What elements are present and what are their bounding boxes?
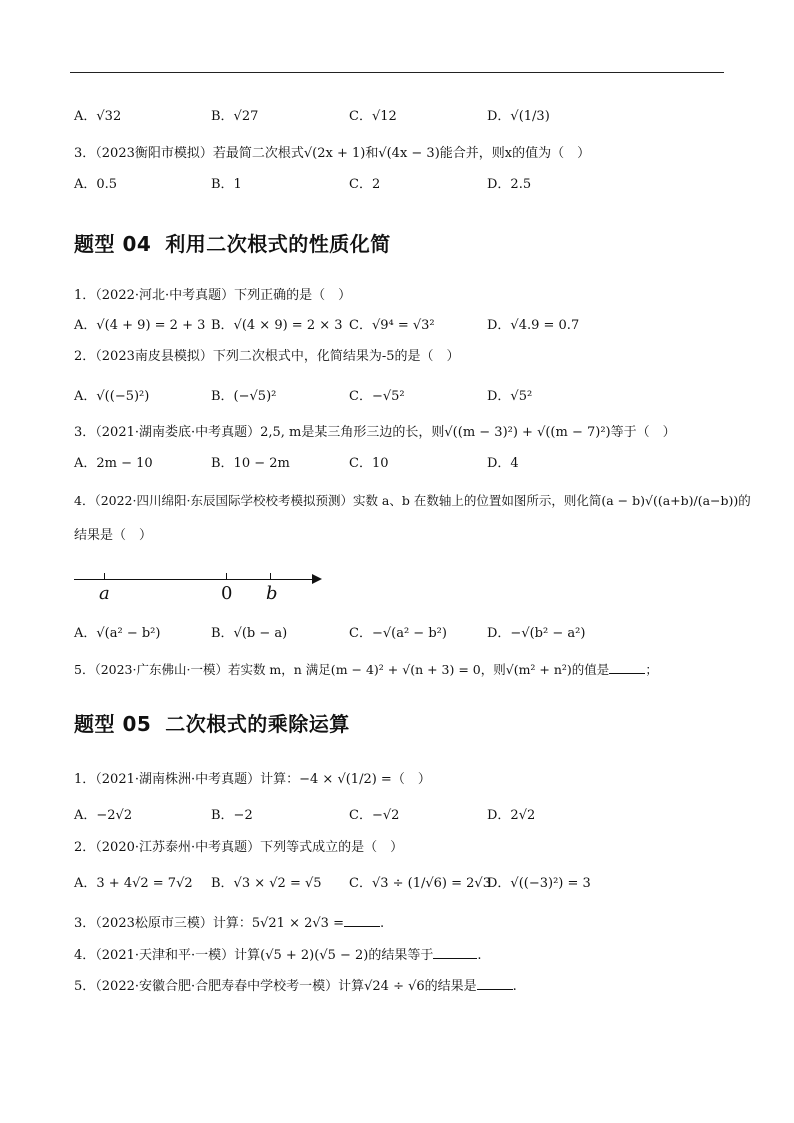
question-4-text: 4．（2021·天津和平·一模）计算(√5 + 2)(√5 − 2)的结果等于 xyxy=(74,948,434,963)
question-2: 2．（2023南皮县模拟）下列二次根式中，化简结果为-5的是（ ） xyxy=(74,349,460,364)
answer-blank[interactable] xyxy=(609,661,645,674)
option-a: A．√((−5)²) xyxy=(74,389,150,404)
option-d: D．−√(b² − a²) xyxy=(487,626,586,641)
option-b: B．−2 xyxy=(211,808,253,823)
question-5-text: 5．（2022·安徽合肥·合肥寿春中学校考一模）计算√24 ÷ √6的结果是 xyxy=(74,979,477,994)
section-heading-05 xyxy=(74,708,350,737)
option-d: D．2√2 xyxy=(487,808,536,823)
tick-b xyxy=(270,573,271,580)
option-d: D．√4.9 = 0.7 xyxy=(487,318,580,333)
question-4 xyxy=(74,946,482,966)
option-c: C．2 xyxy=(349,177,381,192)
option-d: D．4 xyxy=(487,456,519,471)
answer-blank[interactable] xyxy=(477,977,513,990)
question-3 xyxy=(74,914,384,934)
question-2: 2．（2020·江苏泰州·中考真题）下列等式成立的是（ ） xyxy=(74,840,404,855)
number-line-axis xyxy=(74,579,314,580)
question-5-tail: . xyxy=(512,979,517,994)
question-3-tail: . xyxy=(379,916,385,931)
option-c: C．−√5² xyxy=(349,389,405,404)
option-a: A．√(a² − b²) xyxy=(74,626,161,641)
option-c: C．√9⁴ = √3² xyxy=(349,318,435,333)
label-b: b xyxy=(266,583,278,604)
tick-zero xyxy=(226,573,227,580)
section-heading-04 xyxy=(74,228,391,257)
option-b: B．√(b − a) xyxy=(211,626,288,641)
answer-blank[interactable] xyxy=(433,946,477,959)
label-a: a xyxy=(99,583,110,604)
question-1: 1．（2021·湖南株洲·中考真题）计算：−4 × √(1/2) =（ ） xyxy=(74,772,431,787)
question-4: 4．（2022·四川绵阳·东辰国际学校校考模拟预测）实数 a、b 在数轴上的位置如图所示，则化简(a − b)√((a+b)/(a−b))的 xyxy=(74,493,751,508)
option-d: D．2.5 xyxy=(487,177,532,192)
option-a: A．3 + 4√2 = 7√2 xyxy=(74,876,193,891)
option-c: C．−√(a² − b²) xyxy=(349,626,447,641)
option-a: A．0.5 xyxy=(74,177,118,192)
option-b: B．√3 × √2 = √5 xyxy=(211,876,322,891)
option-a: A．2m − 10 xyxy=(74,456,153,471)
section-title: 利用二次根式的性质化简 xyxy=(165,232,391,256)
question-3-top: 3．（2023衡阳市模拟）若最简二次根式√(2x + 1)和√(4x − 3)能合并，则x的值为（ ） xyxy=(74,146,591,161)
question-5 xyxy=(74,977,517,997)
question-1: 1．（2022·河北·中考真题）下列正确的是（ ） xyxy=(74,288,352,303)
option-c: C．10 xyxy=(349,456,389,471)
question-5-text: 5．（2023·广东佛山·一模）若实数 m，n 满足(m − 4)² + √(n + 3) = 0，则√(m² + n²)的值是 xyxy=(74,662,610,677)
tick-a xyxy=(104,573,105,580)
question-4-cont: 结果是（ ） xyxy=(74,528,153,543)
option-c: C．√3 ÷ (1/√6) = 2√3 xyxy=(349,876,491,891)
option-d: D．√(1/3) xyxy=(487,109,550,124)
question-3: 3．（2021·湖南娄底·中考真题）2,5, m是某三角形三边的长，则√((m − 3)²) + √((m − 7)²)等于（ ） xyxy=(74,425,676,440)
option-b: B．1 xyxy=(211,177,242,192)
option-b: B．√27 xyxy=(211,109,259,124)
question-5 xyxy=(74,660,658,680)
option-c: C．√12 xyxy=(349,109,397,124)
option-b: B．√(4 × 9) = 2 × 3 xyxy=(211,318,343,333)
option-b: B．(−√5)² xyxy=(211,389,277,404)
option-d: D．√((−3)²) = 3 xyxy=(487,876,591,891)
header-rule xyxy=(70,72,724,73)
question-3-text: 3．（2023松原市三模）计算：5√21 × 2√3 = xyxy=(74,916,344,931)
question-5-tail: ； xyxy=(645,662,658,677)
label-zero: 0 xyxy=(221,583,233,604)
option-d: D．√5² xyxy=(487,389,533,404)
option-a: A．√32 xyxy=(74,109,122,124)
section-label: 题型 04 xyxy=(74,232,152,256)
option-c: C．−√2 xyxy=(349,808,400,823)
section-title: 二次根式的乘除运算 xyxy=(165,712,350,736)
question-4-tail: . xyxy=(477,948,482,963)
number-line-arrow xyxy=(312,574,322,584)
answer-blank[interactable] xyxy=(344,914,380,927)
option-b: B．10 − 2m xyxy=(211,456,290,471)
number-line-figure xyxy=(74,565,334,615)
section-label: 题型 05 xyxy=(74,712,152,736)
option-a: A．√(4 + 9) = 2 + 3 xyxy=(74,318,206,333)
option-a: A．−2√2 xyxy=(74,808,133,823)
